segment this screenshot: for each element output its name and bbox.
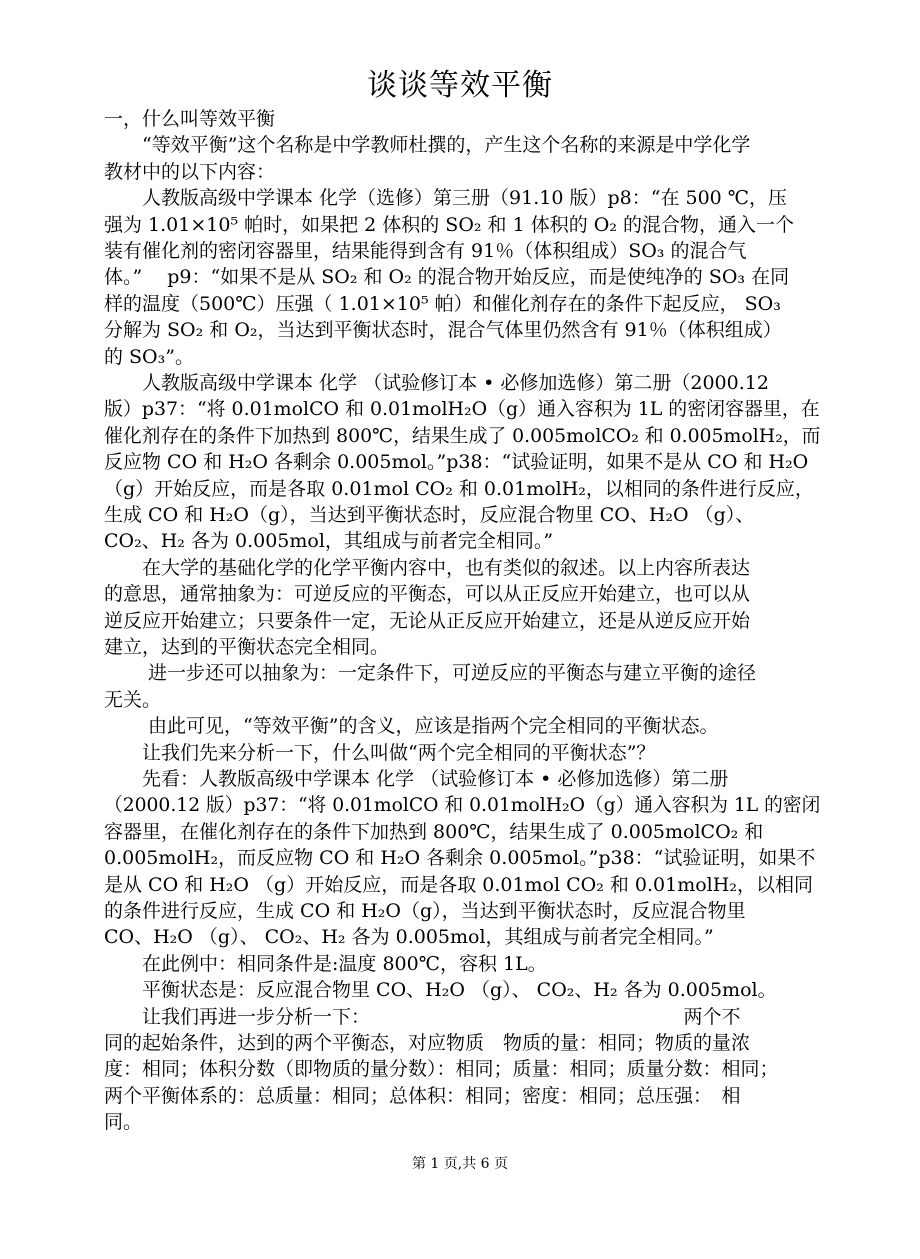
- text-line: 让我们再进一步分析一下： 两个不: [104, 1005, 741, 1028]
- text-line: 装有催化剂的密闭容器里，结果能得到含有 91％（体积组成）SO₃ 的混合气: [104, 240, 747, 262]
- page-footer: 第 1 页,共 6 页: [411, 1156, 509, 1172]
- text-line: 催化剂存在的条件下加热到 800℃，结果生成了 0.005molCO₂ 和 0.005molH₂，而: [104, 424, 821, 447]
- text-line: 强为 1.01×10⁵ 帕时，如果把 2 体积的 SO₂ 和 1 体积的 O₂ 的混合物，通入一个: [104, 213, 794, 236]
- text-line: 容器里，在催化剂存在的条件下加热到 800℃，结果生成了 0.005molCO₂ 和: [104, 820, 764, 843]
- text-line: 0.005molH₂，而反应物 CO 和 H₂O 各剩余 0.005mol。”p38：“试验证明，如果不: [104, 847, 816, 870]
- text-line: CO、H₂O （g）、 CO₂、H₂ 各为 0.005mol，其组成与前者完全相同。”: [104, 926, 714, 949]
- text-line: 体。” p9：“如果不是从 SO₂ 和 O₂ 的混合物开始反应，而是使纯净的 SO₃ 在同: [104, 266, 790, 289]
- text-line: 的 SO₃”。: [104, 345, 194, 368]
- text-line: 让我们先来分析一下，什么叫做“两个完全相同的平衡状态”？: [104, 741, 656, 764]
- text-line: 版）p37：“将 0.01molCO 和 0.01molH₂O（g）通入容积为 1L 的密闭容器里，在: [104, 398, 820, 421]
- text-line: 建立，达到的平衡状态完全相同。: [104, 636, 390, 658]
- text-line: 一，什么叫等效平衡: [104, 108, 276, 130]
- text-line: 人教版高级中学课本 化学（选修）第三册（91.10 版）p8：“在 500 ℃，压: [104, 187, 788, 210]
- text-line: 的条件进行反应，生成 CO 和 H₂O（g），当达到平衡状态时，反应混合物里: [104, 900, 746, 922]
- text-line: 平衡状态是：反应混合物里 CO、H₂O （g）、 CO₂、H₂ 各为 0.005mol。: [104, 979, 777, 1002]
- text-line: CO₂、H₂ 各为 0.005mol，其组成与前者完全相同。”: [104, 530, 554, 553]
- text-line: 度：相同；体积分数（即物质的量分数）：相同；质量：相同；质量分数：相同；: [104, 1058, 779, 1081]
- page-title: 谈谈等效平衡: [367, 68, 553, 103]
- text-line: 人教版高级中学课本 化学 （试验修订本 • 必修加选修）第二册（2000.12: [104, 372, 769, 394]
- text-line: 进一步还可以抽象为：一定条件下，可逆反应的平衡态与建立平衡的途径: [104, 662, 757, 685]
- text-line: 生成 CO 和 H₂O（g），当达到平衡状态时，反应混合物里 CO、H₂O （g）、: [104, 504, 755, 526]
- text-line: 同的起始条件，达到的两个平衡态，对应物质 物质的量：相同；物质的量浓: [104, 1032, 751, 1054]
- text-line: 反应物 CO 和 H₂O 各剩余 0.005mol。”p38：“试验证明，如果不是从 CO 和 H₂O: [104, 451, 809, 474]
- text-line: 是从 CO 和 H₂O （g）开始反应，而是各取 0.01mol CO₂ 和 0.01molH₂，以相同: [104, 873, 813, 896]
- text-line: 两个平衡体系的：总质量：相同；总体积：相同；密度：相同；总压强： 相: [104, 1084, 741, 1107]
- text-line: 在此例中：相同条件是:温度 800℃，容积 1L。: [104, 952, 547, 975]
- text-line: 样的温度（500℃）压强（ 1.01×10⁵ 帕）和催化剂存在的条件下起反应， SO₃: [104, 292, 781, 315]
- text-line: 无关。: [104, 688, 162, 711]
- text-line: 的意思，通常抽象为：可逆反应的平衡态，可以从正反应开始建立，也可以从: [104, 583, 751, 606]
- text-line: 教材中的以下内容：: [104, 160, 276, 183]
- text-line: 由此可见，“等效平衡”的含义，应该是指两个完全相同的平衡状态。: [104, 715, 719, 738]
- text-line: （2000.12 版）p37：“将 0.01molCO 和 0.01molH₂O（g）通入容积为 1L 的密闭: [104, 794, 821, 817]
- text-line: 先看：人教版高级中学课本 化学 （试验修订本 • 必修加选修）第二册: [104, 768, 729, 790]
- text-line: 分解为 SO₂ 和 O₂，当达到平衡状态时，混合气体里仍然含有 91％（体积组成）: [104, 319, 782, 342]
- text-line: （g）开始反应，而是各取 0.01mol CO₂ 和 0.01molH₂，以相同的条件进行反应，: [104, 477, 814, 500]
- text-line: 在大学的基础化学的化学平衡内容中，也有类似的叙述。以上内容所表达: [104, 556, 751, 579]
- text-line: 同。: [104, 1111, 143, 1134]
- text-line: 逆反应开始建立；只要条件一定，无论从正反应开始建立，还是从逆反应开始: [104, 609, 751, 632]
- text-line: “等效平衡”这个名称是中学教师杜撰的，产生这个名称的来源是中学化学: [104, 134, 751, 157]
